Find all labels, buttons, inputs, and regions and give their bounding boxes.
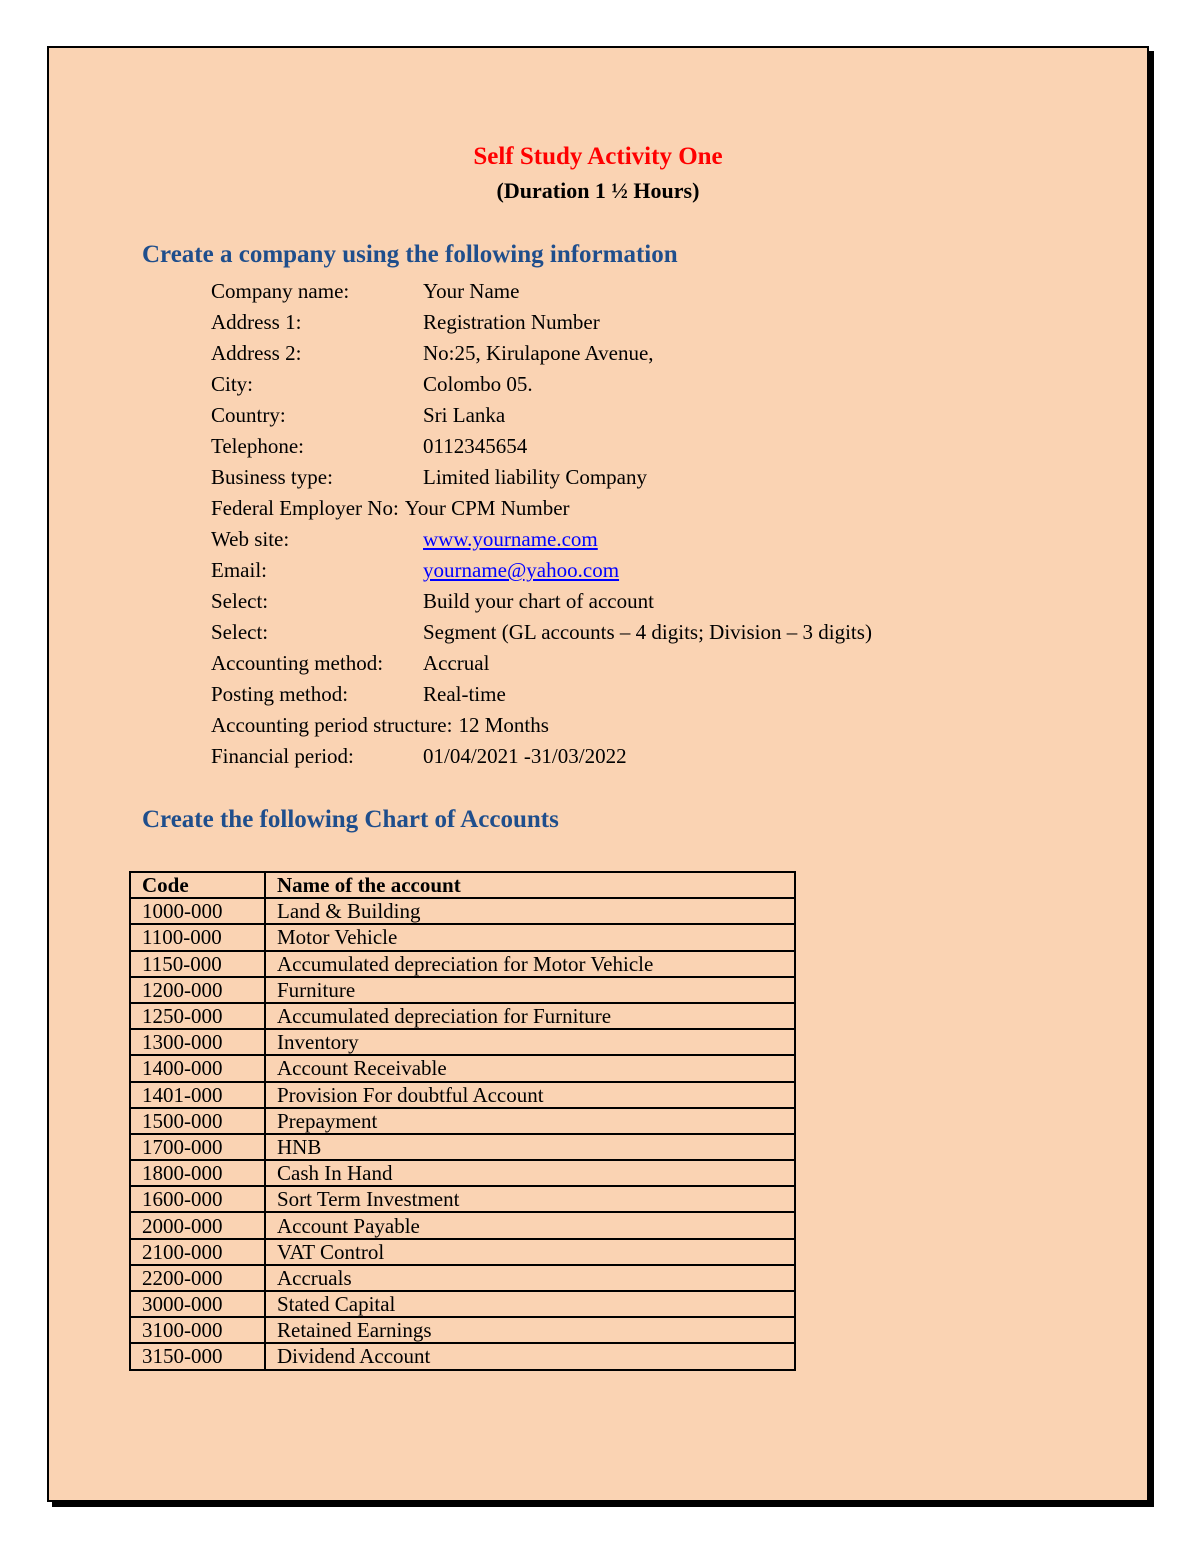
table-row xyxy=(130,1134,795,1160)
field-label: Select: xyxy=(211,589,269,613)
account-name: Cash In Hand xyxy=(265,1160,795,1186)
account-name: Inventory xyxy=(265,1029,795,1055)
account-code: 1200-000 xyxy=(130,977,265,1003)
field-value: Real-time xyxy=(423,682,506,706)
table-row xyxy=(130,1239,795,1265)
field-label: Business type: xyxy=(211,465,333,489)
country-row xyxy=(211,402,506,428)
field-label: Telephone: xyxy=(211,434,304,458)
accounts-section-heading: Create the following Chart of Accounts xyxy=(142,806,559,833)
address2-row xyxy=(211,340,654,366)
account-name: Account Receivable xyxy=(265,1055,795,1081)
account-name: Accumulated depreciation for Motor Vehicle xyxy=(265,951,795,977)
field-value: Registration Number xyxy=(423,310,600,334)
account-name: Sort Term Investment xyxy=(265,1186,795,1212)
field-value: Accrual xyxy=(423,651,490,675)
email-row xyxy=(211,557,620,583)
table-row xyxy=(130,1265,795,1291)
account-code: 1100-000 xyxy=(130,924,265,950)
field-value: Limited liability Company xyxy=(423,465,647,489)
table-row xyxy=(130,1186,795,1212)
account-name: HNB xyxy=(265,1134,795,1160)
business-type-row xyxy=(211,464,647,490)
website-row xyxy=(211,526,598,552)
account-name: Retained Earnings xyxy=(265,1317,795,1343)
table-row xyxy=(130,1343,795,1369)
account-name: Motor Vehicle xyxy=(265,924,795,950)
field-value: 0112345654 xyxy=(423,434,528,458)
table-header-row xyxy=(130,872,795,898)
field-value: 01/04/2021 -31/03/2022 xyxy=(423,744,627,768)
account-code: 3150-000 xyxy=(130,1343,265,1369)
document-title: Self Study Activity One xyxy=(473,143,723,170)
field-label: City: xyxy=(211,372,254,396)
period-structure-row xyxy=(211,712,549,738)
account-name: Dividend Account xyxy=(265,1343,795,1369)
table-row xyxy=(130,1317,795,1343)
table-row xyxy=(130,1055,795,1081)
field-value: 12 Months xyxy=(458,713,549,737)
field-label: Address 1: xyxy=(211,310,302,334)
website-link[interactable]: www.yourname.com xyxy=(423,527,598,551)
table-row xyxy=(130,898,795,924)
account-code: 3100-000 xyxy=(130,1317,265,1343)
account-code: 1150-000 xyxy=(130,951,265,977)
account-code: 1400-000 xyxy=(130,1055,265,1081)
posting-method-row xyxy=(211,681,506,707)
address1-row xyxy=(211,309,600,335)
account-code: 1300-000 xyxy=(130,1029,265,1055)
company-section-heading: Create a company using the following information xyxy=(142,241,678,268)
account-code: 2000-000 xyxy=(130,1212,265,1238)
field-label: Select: xyxy=(211,620,269,644)
field-value: Sri Lanka xyxy=(423,403,506,427)
field-label: Company name: xyxy=(211,279,350,303)
account-name: Accruals xyxy=(265,1265,795,1291)
account-code: 1800-000 xyxy=(130,1160,265,1186)
field-label: Federal Employer No: xyxy=(211,496,399,520)
city-row xyxy=(211,371,533,397)
field-value: Your Name xyxy=(423,279,520,303)
table-row xyxy=(130,1029,795,1055)
account-code: 1401-000 xyxy=(130,1082,265,1108)
field-value: No:25, Kirulapone Avenue, xyxy=(423,341,654,365)
table-row xyxy=(130,977,795,1003)
company-name-row xyxy=(211,278,520,304)
table-row xyxy=(130,1160,795,1186)
field-value: Segment (GL accounts – 4 digits; Division – 3 digits) xyxy=(423,620,872,644)
table-row xyxy=(130,1291,795,1317)
account-name: Account Payable xyxy=(265,1212,795,1238)
account-name: Furniture xyxy=(265,977,795,1003)
account-code: 1500-000 xyxy=(130,1108,265,1134)
account-code: 1700-000 xyxy=(130,1134,265,1160)
table-row xyxy=(130,951,795,977)
table-row xyxy=(130,1108,795,1134)
account-name: Prepayment xyxy=(265,1108,795,1134)
table-row xyxy=(130,1003,795,1029)
financial-period-row xyxy=(211,743,627,769)
account-code: 2200-000 xyxy=(130,1265,265,1291)
account-name: Land & Building xyxy=(265,898,795,924)
account-code: 1250-000 xyxy=(130,1003,265,1029)
chart-of-accounts-table xyxy=(129,871,796,1371)
field-label: Address 2: xyxy=(211,341,302,365)
duration-subtitle: (Duration 1 ½ Hours) xyxy=(496,178,700,203)
field-value: Build your chart of account xyxy=(423,589,654,613)
field-label: Financial period: xyxy=(211,744,354,768)
field-value: Colombo 05. xyxy=(423,372,533,396)
federal-employer-row xyxy=(211,495,570,521)
table-row xyxy=(130,1212,795,1238)
account-name: Stated Capital xyxy=(265,1291,795,1317)
email-link[interactable]: yourname@yahoo.com xyxy=(423,558,620,582)
table-row xyxy=(130,924,795,950)
field-label: Country: xyxy=(211,403,286,427)
telephone-row xyxy=(211,433,528,459)
field-label: Accounting period structure: xyxy=(211,713,453,737)
column-header-name: Name of the account xyxy=(265,872,795,898)
account-name: VAT Control xyxy=(265,1239,795,1265)
field-label: Email: xyxy=(211,558,267,582)
account-code: 1600-000 xyxy=(130,1186,265,1212)
column-header-code: Code xyxy=(130,872,265,898)
field-label: Web site: xyxy=(211,527,290,551)
select-chart-row xyxy=(211,588,654,614)
field-label: Posting method: xyxy=(211,682,349,706)
account-code: 2100-000 xyxy=(130,1239,265,1265)
field-label: Accounting method: xyxy=(211,651,384,675)
account-name: Accumulated depreciation for Furniture xyxy=(265,1003,795,1029)
account-code: 1000-000 xyxy=(130,898,265,924)
table-row xyxy=(130,1082,795,1108)
account-code: 3000-000 xyxy=(130,1291,265,1317)
select-segment-row xyxy=(211,619,872,645)
account-name: Provision For doubtful Account xyxy=(265,1082,795,1108)
accounting-method-row xyxy=(211,650,490,676)
field-value: Your CPM Number xyxy=(404,496,570,520)
